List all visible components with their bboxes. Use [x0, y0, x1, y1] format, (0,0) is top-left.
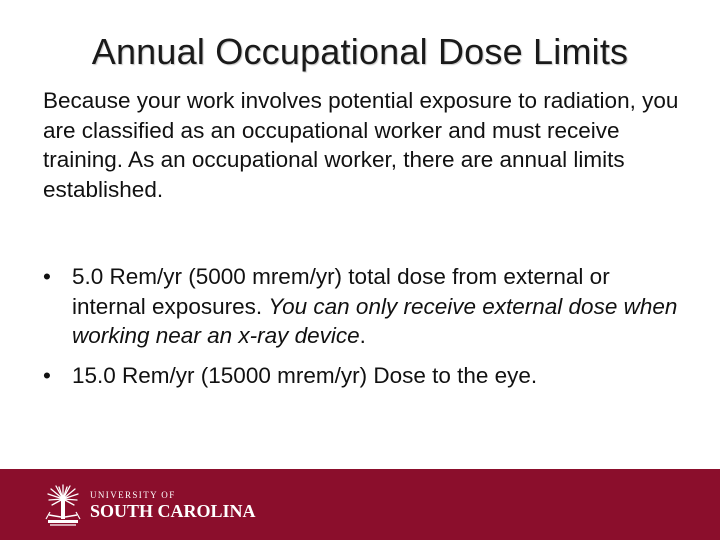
palmetto-tree-icon	[40, 479, 86, 531]
bullet-tail: .	[359, 323, 366, 348]
university-logo	[40, 479, 256, 531]
bullet-item-total-dose	[43, 262, 683, 351]
bullet-text: 15.0 Rem/yr (15000 mrem/yr) Dose to the eye.	[72, 362, 538, 388]
logo-line-south-carolina: SOUTH CAROLINA	[90, 500, 256, 521]
bullet-text: 5.0 Rem/yr (5000 mrem/yr) total dose from external or internal exposures.	[72, 264, 610, 319]
bullet-list	[43, 262, 683, 400]
logo-wordmark	[90, 490, 256, 521]
bullet-dot: •	[43, 264, 51, 289]
intro-paragraph: Because your work involves potential exposure to radiation, you are classified as an occupational worker and must receive training. As an occupational worker, there are annual limits established.	[43, 88, 679, 202]
bullet-item-eye-dose	[43, 361, 683, 391]
bullet-italic-note: You can only receive external dose when working near an x-ray device	[72, 293, 678, 348]
logo-line-university-of: UNIVERSITY OF	[90, 489, 176, 500]
bullet-dot: •	[43, 362, 51, 388]
slide-title: Annual Occupational Dose Limits	[91, 31, 629, 72]
